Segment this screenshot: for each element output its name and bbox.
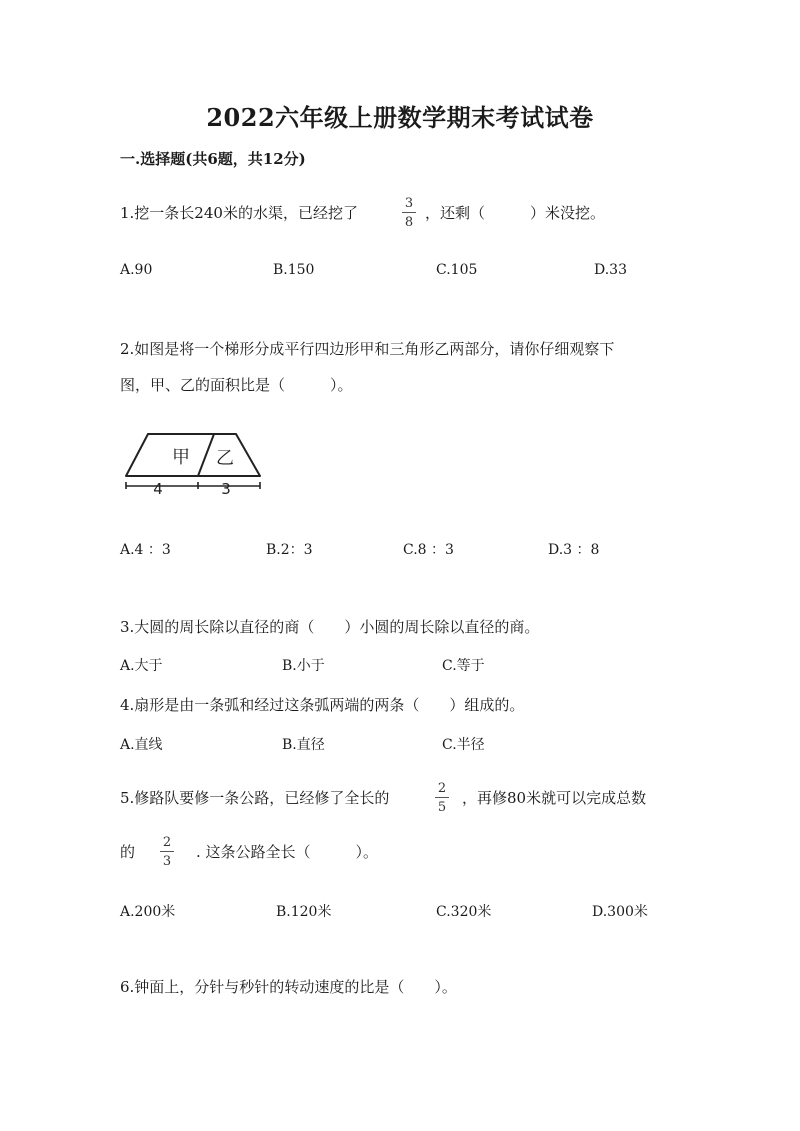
question-4-text: 4.扇形是由一条弧和经过这条弧两端的两条（ ）组成的。 (120, 696, 525, 714)
question-4-option-a[interactable]: A.直线 (120, 737, 163, 753)
question-5-text-b: ，再修80米就可以完成总数 (462, 789, 647, 807)
question-5-text-a: 5.修路队要修一条公路，已经修了全长的 (120, 789, 390, 807)
question-5-option-b[interactable]: B.120米 (276, 904, 332, 920)
question-3-option-b[interactable]: B.小于 (282, 658, 325, 674)
question-5-option-a[interactable]: A.200米 (120, 904, 176, 920)
page-title: 2022六年级上册数学期末考试试卷 (206, 103, 594, 132)
question-5-text-c: 的 (120, 843, 136, 861)
trapezoid-figure (118, 428, 268, 500)
question-1-option-a[interactable]: A.90 (120, 262, 153, 278)
dividing-line (198, 434, 214, 476)
question-5-text-d: . 这条公路全长（ ）。 (196, 843, 379, 861)
question-1-option-d[interactable]: D.33 (594, 262, 627, 278)
section-heading: 一.选择题(共6题，共12分) (120, 150, 306, 168)
question-1-text-b: ，还剩（ ）米没挖。 (425, 204, 606, 222)
fraction-numerator: 2 (162, 835, 172, 850)
question-3-option-a[interactable]: A.大于 (120, 658, 163, 674)
question-2-text-line1: 2.如图是将一个梯形分成平行四边形甲和三角形乙两部分，请你仔细观察下 (120, 340, 615, 358)
question-5-option-d[interactable]: D.300米 (592, 904, 648, 920)
parallelogram-label: 甲 (172, 447, 190, 468)
length-label-b: 3 (221, 480, 231, 498)
fraction-denominator: 3 (162, 854, 172, 869)
question-6-text: 6.钟面上，分针与秒针的转动速度的比是（ ）。 (120, 978, 457, 996)
length-label-a: 4 (153, 480, 163, 498)
trapezoid-outline (126, 434, 260, 476)
length-bracket (126, 482, 260, 489)
question-3-text: 3.大圆的周长除以直径的商（ ）小圆的周长除以直径的商。 (120, 618, 540, 636)
fraction-denominator: 5 (437, 800, 447, 815)
question-1-option-b[interactable]: B.150 (273, 262, 315, 278)
question-2-option-a[interactable]: A.4 ：3 (120, 542, 171, 558)
question-4-option-c[interactable]: C.半径 (442, 737, 485, 753)
question-2-option-c[interactable]: C.8 ：3 (403, 542, 454, 558)
question-5-fraction-2 (158, 836, 176, 868)
question-5-fraction-1 (433, 782, 451, 814)
fraction-numerator: 3 (404, 196, 414, 211)
question-5-option-c[interactable]: C.320米 (436, 904, 492, 920)
question-2-option-b[interactable]: B.2：3 (266, 542, 313, 558)
question-1-text-a: 1.挖一条长240米的水渠，已经挖了 (120, 204, 358, 222)
triangle-label: 乙 (216, 448, 234, 469)
fraction-numerator: 2 (437, 781, 447, 796)
fraction-denominator: 8 (404, 215, 414, 230)
question-1-fraction (400, 197, 418, 229)
question-2-option-d[interactable]: D.3 ：8 (548, 542, 600, 558)
question-2-text-line2: 图，甲、乙的面积比是（ ）。 (120, 376, 353, 394)
question-1-option-c[interactable]: C.105 (436, 262, 478, 278)
question-3-option-c[interactable]: C.等于 (442, 658, 485, 674)
question-4-option-b[interactable]: B.直径 (282, 737, 325, 753)
